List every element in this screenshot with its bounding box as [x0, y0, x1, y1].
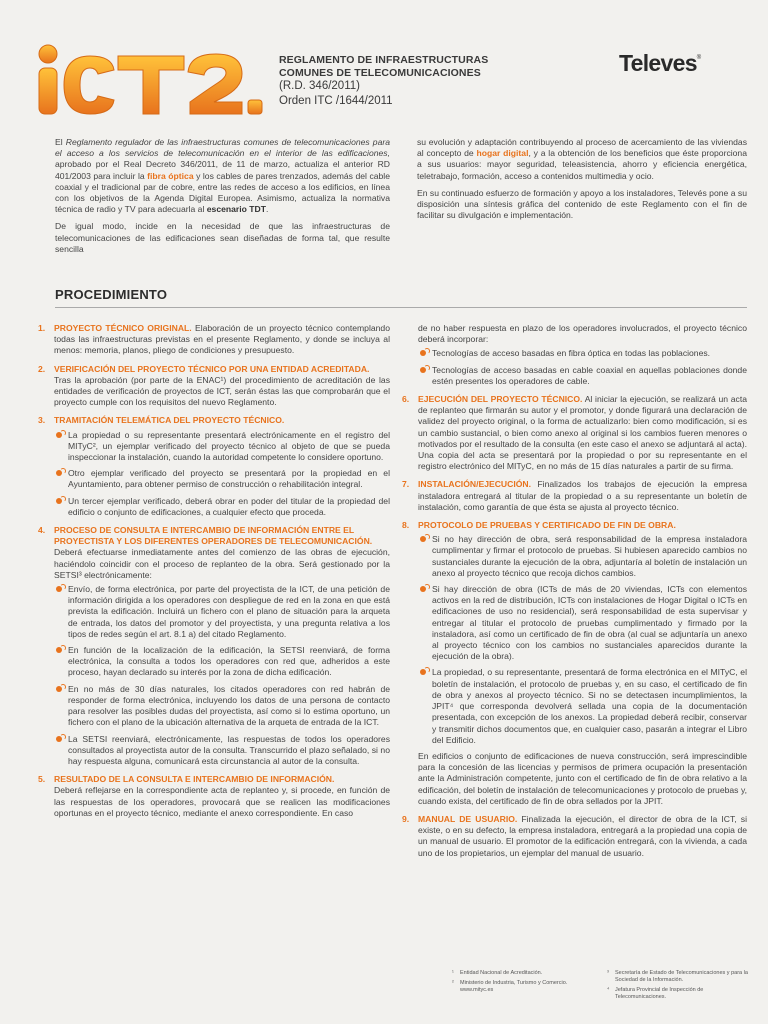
bullet-item [418, 667, 747, 745]
step-number: 9. [402, 813, 410, 824]
step-5-continued [402, 323, 747, 387]
intro-paragraph-3 [417, 137, 747, 182]
bullet-text: La SETSI reenviará, electrónicamente, las respuestas de todos los operadores consultados al proyectista autor de la consulta. Transcurrido el plazo señalado, si no hay respuesta alguna, comunicará esta circunstancia al autor de la consulta. [68, 733, 390, 766]
step-1 [38, 323, 390, 357]
title-line-1: REGLAMENTO DE INFRAESTRUCTURAS [279, 54, 489, 66]
step-number: 8. [402, 520, 410, 531]
section-divider [55, 307, 747, 308]
footnote-text: Entidad Nacional de Acreditación. [460, 970, 543, 976]
intro-left-column [55, 137, 390, 261]
bullet-text: Si no hay dirección de obra, será responsabilidad de la empresa instaladora cumplimentar y firmar el protocolo de pruebas. Si hubiesen aparecido cambios no sustanciales durante la ejecución de la obra, adjuntaría al boletín de instalación un anexo al proyecto técnico que recoja dichos cambios. [432, 534, 747, 578]
intro-paragraph-2: De igual modo, incide en la necesidad de que las infraestructuras de telecomunicaciones de las edificaciones sean diseñadas de forma tal, que resulte sencilla [55, 221, 390, 254]
step-number: 3. [38, 415, 46, 426]
text-run: su evolución y adaptación contribuyendo al proceso de acercamiento de las viviendas al concepto de [417, 137, 747, 159]
bullet-icon [54, 468, 68, 478]
ict2-logo [34, 40, 270, 118]
step-number: 1. [38, 323, 46, 333]
highlight-digital-home: hogar digital [476, 148, 529, 159]
bullet-item [54, 468, 390, 490]
regulation-name: Reglamento regulador de las infraestructuras comunes de telecomunicaciones para el acceso a los servicios de telecomunicación en el interior de las edificaciones, [55, 137, 390, 159]
step-heading: PROCESO DE CONSULTA E INTERCAMBIO DE INFORMACIÓN ENTRE EL PROYECTISTA Y LOS DIFERENTES OPERADORES DE TELECOMUNICACIÓN. [54, 525, 373, 547]
bullet-item [418, 534, 747, 579]
footnote-number: ¹ [452, 970, 454, 976]
procedure-right-column [402, 323, 747, 866]
bullet-item [54, 734, 390, 768]
footnote [452, 970, 592, 977]
bullet-text: Un tercer ejemplar verificado, deberá obrar en poder del titular de la propiedad del edificio o conjunto de edificaciones, a cualquier efecto que proceda. [68, 495, 390, 517]
step-heading: TRAMITACIÓN TELEMÁTICA DEL PROYECTO TÉCNICO. [54, 415, 285, 426]
footnote [452, 980, 592, 994]
bullet-text: En no más de 30 días naturales, los citados operadores con red habrán de responder de forma electrónica, incluyendo los datos de una persona de contacto para resolver las posibles dudas del proyectista, así como si lo estima oportuno, un fichero con el plano de la ubicación alternativa de la arqueta de entrada de la ICT. [68, 683, 390, 728]
bullet-text: Tecnologías de acceso basadas en fibra óptica en todas las poblaciones. [432, 348, 711, 359]
step-7 [402, 479, 747, 513]
bullet-item [54, 430, 390, 464]
step-heading: MANUAL DE USUARIO. [418, 813, 518, 824]
step-number: 4. [38, 525, 46, 536]
bullet-text: Si hay dirección de obra (ICTs de más de 20 viviendas, ICTs con elementos activos en la red de distribución, ICTs con instalaciones de Hogar Digital o ICTs en edificaciones de uso no residencial), será responsabilidad de esta supervisar y entregar al titular el protocolo de pruebas cumplimentado y firmado por la instaladora, así como un certificado de fin de obra (al cual se adjuntaría un anexo al proyecto técnico con los cambios no sustanciales aparecidos durante la ejecución de la obra). [432, 584, 747, 662]
bullet-item [54, 584, 390, 640]
step-4 [38, 525, 390, 767]
bullet-item [54, 684, 390, 729]
bullet-item [418, 365, 747, 387]
bullet-text: Tecnologías de acceso basadas en cable coaxial en aquellas poblaciones donde estén presentes los operadores de cable. [432, 364, 747, 386]
bullet-icon [54, 645, 68, 655]
title-line-3: (R.D. 346/2011) [279, 80, 360, 92]
ict2-logo-icon [34, 40, 270, 118]
step-body: En edificios o conjunto de edificaciones de nueva construcción, será imprescindible para la concesión de las licencias y permisos de primera ocupación la presentación ante la Administración competente, junto con el certificado de fin de obra relativo a la edificación, del boletín de instalación de telecomunicaciones y protocolo de pruebas y, cuando exista, del certificado de fin de obra sellados por la JPIT. [418, 750, 747, 806]
step-body: Deberá reflejarse en la correspondiente acta de replanteo y, si procede, en función de las respuestas de los operadores, provocará que se realicen las modificaciones oportunas en el proyecto técnico, mediante el anexo correspondiente. En caso [54, 785, 390, 818]
step-5 [38, 774, 390, 819]
bullet-icon [418, 348, 432, 358]
section-title: PROCEDIMIENTO [55, 287, 168, 302]
procedure-left-column [38, 323, 390, 826]
step-heading: INSTALACIÓN/EJECUCIÓN. [418, 479, 531, 490]
registered-mark: ® [696, 55, 701, 61]
intro-paragraph-4: En su continuado esfuerzo de formación y apoyo a los instaladores, Televés pone a su disposición una síntesis gráfica del contenido de este Reglamento con el fin de facilitar su divulgación e implementación. [417, 187, 747, 221]
footnote-text: Ministerio de Industria, Turismo y Comercio. www.mityc.es [460, 980, 568, 993]
bullet-icon [54, 734, 68, 744]
text-run: El [55, 137, 66, 147]
step-heading: PROTOCOLO DE PRUEBAS Y CERTIFICADO DE FIN DE OBRA. [418, 520, 676, 531]
footnote-number: ³ [607, 970, 609, 976]
bullet-icon [54, 584, 68, 594]
bullet-item [54, 645, 390, 679]
step-body: Deberá efectuarse inmediatamente antes del comienzo de las obras de ejecución, haciéndolo coincidir con el proceso de replanteo de la obra. Será gestionado por la SETSI³ electrónicamente: [54, 547, 390, 580]
step-number: 5. [38, 774, 46, 785]
bullet-icon [54, 496, 68, 506]
bullet-text: Otro ejemplar verificado del proyecto se presentará por la propiedad en el Ayuntamiento, para obtener permiso de construcción o rehabilitación integral. [68, 468, 390, 490]
footnote-text: Secretaría de Estado de Telecomunicaciones y para la Sociedad de la Información. [615, 970, 748, 983]
footnote [607, 987, 752, 1001]
brand-name: Televes [619, 50, 697, 76]
bullet-item [54, 496, 390, 518]
text-run: . [266, 204, 269, 215]
step-heading: VERIFICACIÓN DEL PROYECTO TÉCNICO POR UNA ENTIDAD ACREDITADA. [54, 363, 370, 374]
footnotes-left [452, 970, 592, 997]
footnote-number: ⁴ [607, 987, 610, 993]
step-heading: RESULTADO DE LA CONSULTA E INTERCAMBIO DE INFORMACIÓN. [54, 774, 335, 785]
bullet-text: La propiedad, o su representante, presentará de forma electrónica en el MITyC, el boletín de instalación, el protocolo de pruebas y, en su caso, el certificado de fin de obra y anexos al proyecto técnico. Si no se detectasen incumplimientos, la JPIT⁴ que corresponda devolverá sellada una copia de la documentación presentada, con excepción de los anexos. La propiedad deberá recibir, conservar y transmitir dichos documentos que, en cualquier caso, pasarán a integrar el Libro del Edificio. [432, 667, 747, 745]
text-run: y los cables de pares trenzados, además del cable coaxial y el tradicional par de cobre, entre las redes de acceso a los edificios, en línea con los objetivos de la Agenda Digital Europea. Asimismo, actualiza la normativa técnica de radio y TV para adecuarla al [55, 170, 390, 215]
footnote-text: Jefatura Provincial de Inspección de Telecomunicaciones. [615, 987, 704, 1000]
step-body: Finalizada la ejecución, el director de obra de la ICT, si existe, o en su defecto, la empresa instaladora, entregará a la propiedad una copia de un manual de usuario. El promotor de la edificación entregará, con la vivienda, a cada uno de los propietarios, un ejemplar del manual de usuario. [418, 813, 748, 858]
step-2 [38, 364, 390, 409]
bullet-icon [54, 430, 68, 440]
document-header [279, 54, 529, 108]
bullet-text: La propiedad o su representante presentará electrónicamente en el registro del MITyC², un ejemplar verificado del proyecto técnico al objeto de que se pueda inspeccionar la instalación, cuando la autoridad competente lo considere oportuno. [68, 429, 390, 463]
intro-paragraph-1 [55, 137, 390, 215]
footnotes-right [607, 970, 752, 1004]
step-body: de no haber respuesta en plazo de los operadores involucrados, el proyecto técnico deberá incorporar: [418, 323, 747, 345]
step-6 [402, 394, 747, 472]
bullet-icon [418, 365, 432, 375]
highlight-tdt: escenario TDT [206, 204, 266, 215]
step-body: Tras la aprobación (por parte de la ENAC¹) del procedimiento de acreditación de las entidades de verificación de proyectos de ICT, serán éstas las que comprobarán que el proyecto cumple con los requisitos del nuevo Reglamento. [54, 374, 390, 408]
step-8 [402, 520, 747, 807]
text-run: , y a la obtención de los beneficios que éste proporciona a sus usuarios: mayor seguridad, teleasistencia, ahorro y eficiencia energética, teletrabajo, formación, acceso a contenidos multimedia y ocio. [417, 148, 747, 181]
bullet-icon [418, 667, 432, 677]
step-heading: PROYECTO TÉCNICO ORIGINAL. [54, 323, 192, 333]
bullet-item [418, 348, 747, 359]
bullet-icon [418, 584, 432, 594]
footnote [607, 970, 752, 984]
highlight-fiber: fibra óptica [147, 170, 194, 181]
step-number: 7. [402, 479, 410, 490]
bullet-text: En función de la localización de la edificación, la SETSI reenviará, de forma electrónica, la consulta a todos los operadores con red que, adheridos a este proceso, hayan declarado su interés por la zona de dicha edificación. [68, 645, 390, 678]
text-run: aprobado por el Real Decreto 346/2011, de 11 de marzo, actualiza el anterior RD 401/2003 para incluir la [55, 159, 390, 181]
step-number: 2. [38, 363, 46, 374]
step-3 [38, 415, 390, 518]
footnote-number: ² [452, 980, 454, 986]
title-line-4: Orden ITC /1644/2011 [279, 94, 393, 107]
step-body: Finalizados los trabajos de ejecución la empresa instaladora entregará al titular de la propiedad o a su representante un boletín de instalación, como garantía de que ésta se ajusta al proyecto técnico. [418, 479, 747, 512]
step-9 [402, 814, 747, 859]
bullet-icon [54, 684, 68, 694]
televes-logo [619, 50, 701, 77]
step-body: Al iniciar la ejecución, se realizará un acta de replanteo que firmarán su autor y el promotor, y donde figurará una declaración de validez del proyecto original, o la forma de actualizarlo: bien como modificación, si es un cambio sustancial, o bien como anexo al original si los cambios fueren menores o motivados por el resultado de la consulta (en este caso el anexo se adjuntará al acta). Una copia del acta se presentará por la propiedad o por su representante en el registro electrónico del MITyC, en no más de 15 días naturales a partir de su firma. [418, 394, 748, 472]
bullet-icon [418, 534, 432, 544]
title-line-2: COMUNES DE TELECOMUNICACIONES [279, 66, 481, 79]
intro-right-column [417, 137, 747, 227]
step-body: Elaboración de un proyecto técnico contemplando todas las infraestructuras previstas en el presente Reglamento, y donde se incluya al menos: memoria, planos, pliego de condiciones y presupuesto. [54, 323, 390, 356]
bullet-text: Envío, de forma electrónica, por parte del proyectista de la ICT, de una petición de información dirigida a los operadores con despliegue de red en la zona en que está prevista la edificación. Incluirá un fichero con el plano de situación para la arqueta de entrada, los datos del promotor y del proyectista, y una pregunta relativa a los tipos de redes según el art. 8.1 a) del citado Reglamento. [68, 584, 390, 639]
step-heading: EJECUCIÓN DEL PROYECTO TÉCNICO. [418, 394, 583, 405]
step-number: 6. [402, 394, 410, 405]
bullet-item [418, 584, 747, 662]
